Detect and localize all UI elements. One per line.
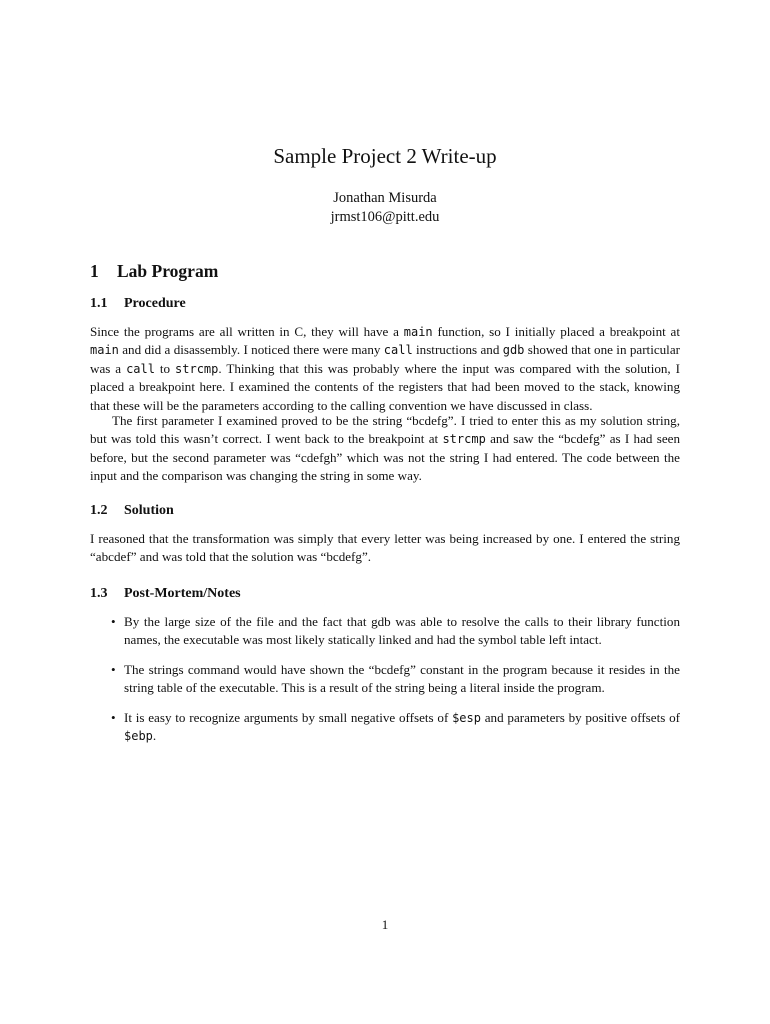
page-number: 1 xyxy=(381,917,389,932)
subsection-title: Procedure xyxy=(124,296,186,311)
author-name: Jonathan Misurda xyxy=(333,190,437,206)
subsection-number: 1.1 xyxy=(90,296,108,311)
solution-paragraph: I reasoned that the transformation was simply that every letter was being increased by one. I entered the string “abcdef” and was told that the solution was “bcdefg”. xyxy=(90,531,680,565)
notes-list-item: • By the large size of the file and the fact that gdb was able to resolve the calls to their library function names, the executable was most likely statically linked and had the symbol table left intact. xyxy=(111,614,680,648)
subsection-heading-post-mortem xyxy=(90,586,241,602)
paper-page xyxy=(90,0,680,1024)
bullet-icon: • xyxy=(111,614,116,629)
author-block xyxy=(90,189,680,227)
subsection-heading-solution xyxy=(90,503,174,519)
section-title: Lab Program xyxy=(117,261,219,281)
notes-list-item: • The strings command would have shown the “bcdefg” constant in the program because it resides in the string table of the executable. This is a result of the string being a literal inside the program. xyxy=(111,661,680,696)
notes-list xyxy=(90,613,680,756)
subsection-number: 1.3 xyxy=(90,586,108,601)
bullet-icon: • xyxy=(111,709,116,725)
bullet-icon: • xyxy=(111,661,116,677)
subsection-number: 1.2 xyxy=(90,503,108,518)
procedure-paragraph-1: Since the programs are all written in C, they will have a main function, so I initially placed a breakpoint at main and did a disassembly. I noticed there were many call instructions and gdb showed that one in particular was a call to strcmp. Thinking that this was probably where the input was compared with the solution, I placed a breakpoint here. I examined the contents of the registers that had been moved to the stack, knowing that these will be the parameters according to the calling convention we have discussed in class. xyxy=(90,324,680,413)
section-number: 1 xyxy=(90,261,99,281)
procedure-paragraph-2: The first parameter I examined proved to be the string “bcdefg”. I tried to enter this as my solution string, but was told this wasn’t correct. I went back to the breakpoint at strcmp and saw the “bcdefg” as I had seen before, but the second parameter was “cdefgh” which was not the string I had entered. The code between the input and the comparison was changing the string in some way. xyxy=(90,413,680,484)
subsection-heading-procedure xyxy=(90,296,186,312)
subsection-title: Solution xyxy=(124,503,174,518)
author-email: jrmst106@pitt.edu xyxy=(330,209,440,225)
notes-list-item: • It is easy to recognize arguments by small negative offsets of $esp and parameters by positive offsets of $ebp. xyxy=(111,709,680,744)
paper-title: Sample Project 2 Write-up xyxy=(273,144,497,168)
section-heading-lab-program xyxy=(90,261,218,282)
subsection-title: Post-Mortem/Notes xyxy=(124,586,241,601)
